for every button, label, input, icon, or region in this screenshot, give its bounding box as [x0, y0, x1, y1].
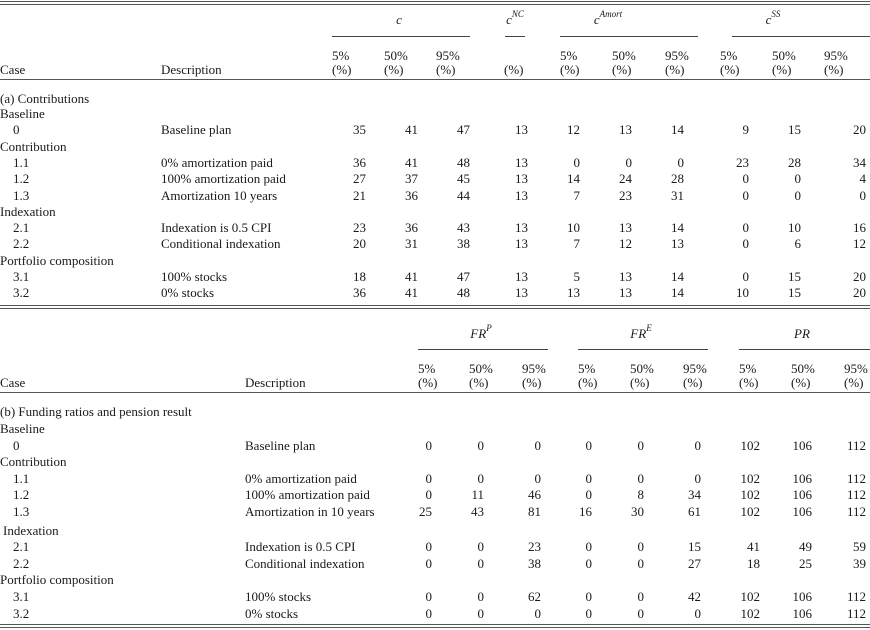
- table-cell: 25: [419, 504, 432, 519]
- table-rule: [0, 79, 870, 80]
- unit-label: (%): [720, 62, 740, 77]
- row-group-label: Contribution: [0, 454, 67, 470]
- group-superscript: P: [486, 323, 492, 333]
- table-rule: [0, 305, 870, 306]
- table-cell: 102: [740, 437, 760, 453]
- table-cell: 20: [353, 236, 366, 252]
- table-cell: 46: [528, 487, 541, 503]
- table-cell: 34: [688, 487, 701, 503]
- table-cell: 45: [457, 171, 470, 187]
- table-cell: 0: [425, 437, 432, 453]
- section-title: (b) Funding ratios and pension result: [0, 404, 192, 419]
- table-cell: 0: [425, 539, 432, 555]
- case-description: Indexation is 0.5 CPI: [161, 220, 272, 236]
- group-superscript: SS: [771, 9, 781, 19]
- table-cell: 28: [788, 154, 801, 170]
- table-cell: 0: [694, 605, 701, 621]
- case-description: Conditional indexation: [161, 236, 281, 252]
- table-cell: 0: [859, 187, 866, 203]
- table-cell: 13: [619, 269, 632, 284]
- table-cell: 41: [405, 154, 418, 170]
- unit-label: (%): [469, 375, 489, 390]
- group-underline: [560, 36, 698, 37]
- table-cell: 35: [353, 122, 366, 138]
- percentile-label: 50%: [630, 361, 654, 376]
- unit-label: (%): [824, 62, 844, 77]
- table-cell: 0: [425, 605, 432, 621]
- table-cell: 48: [457, 285, 470, 301]
- table-cell: 5: [573, 269, 580, 284]
- table-cell: 0: [425, 555, 432, 571]
- percentile-label: 95%: [683, 361, 707, 376]
- row-group-label: Portfolio composition: [0, 252, 114, 268]
- table-cell: 27: [353, 171, 366, 187]
- unit-label: (%): [384, 62, 404, 77]
- table-cell: 0: [637, 437, 644, 453]
- case-description: Baseline plan: [161, 122, 232, 138]
- table-cell: 0: [534, 470, 541, 486]
- group-symbol: c: [506, 12, 512, 27]
- percentile-label: 95%: [824, 48, 848, 63]
- unit-label: (%): [683, 375, 703, 390]
- table-cell: 6: [794, 236, 801, 252]
- table-cell: 9: [742, 122, 749, 138]
- table-cell: 20: [853, 285, 866, 301]
- table-cell: 0: [477, 539, 484, 555]
- table-cell: 0: [477, 588, 484, 604]
- unit-label: (%): [418, 375, 438, 390]
- group-symbol: FR: [630, 326, 647, 341]
- case-description: 100% stocks: [161, 269, 228, 284]
- row-group-label: Baseline: [0, 421, 45, 436]
- table-cell: 0: [425, 470, 432, 486]
- table-cell: 102: [740, 487, 760, 503]
- table-cell: 59: [853, 539, 866, 555]
- table-cell: 0: [585, 588, 592, 604]
- group-symbol: PR: [794, 326, 810, 341]
- table-cell: 13: [619, 220, 632, 236]
- table-cell: 81: [528, 504, 541, 519]
- table-cell: 61: [688, 504, 701, 519]
- table-cell: 0: [694, 437, 701, 453]
- table-cell: 0: [742, 236, 749, 252]
- case-id: 3.1: [13, 588, 30, 604]
- column-header-description: Description: [245, 375, 306, 390]
- percentile-label: 5%: [720, 48, 738, 63]
- percentile-label: 95%: [844, 361, 868, 376]
- table-cell: 0: [794, 187, 801, 203]
- table-cell: 27: [688, 555, 701, 571]
- table-cell: 0: [585, 470, 592, 486]
- table-cell: 41: [405, 269, 418, 284]
- table-cell: 16: [579, 504, 592, 519]
- case-description: 0% amortization paid: [245, 470, 357, 486]
- table-cell: 30: [631, 504, 644, 519]
- unit-label: (%): [630, 375, 650, 390]
- table-cell: 41: [747, 539, 760, 555]
- table-rule: [0, 4, 870, 5]
- table-cell: 12: [567, 122, 580, 138]
- table-cell: 36: [405, 187, 418, 203]
- case-description: 100% amortization paid: [245, 487, 370, 503]
- table-cell: 38: [528, 555, 541, 571]
- percentile-label: 5%: [578, 361, 596, 376]
- table-cell: 112: [846, 470, 866, 486]
- table-cell: 12: [853, 236, 866, 252]
- table-cell: 25: [799, 555, 812, 571]
- table-cell: 47: [457, 122, 470, 138]
- column-header-description: Description: [161, 62, 222, 77]
- table-cell: 0: [694, 470, 701, 486]
- table-cell: 23: [528, 539, 541, 555]
- table-cell: 0: [534, 437, 541, 453]
- percentile-label: 95%: [665, 48, 689, 63]
- table-cell: 18: [747, 555, 760, 571]
- table-cell: 102: [740, 605, 760, 621]
- case-description: 100% stocks: [245, 588, 312, 604]
- table-cell: 23: [736, 154, 749, 170]
- table-cell: 13: [515, 236, 528, 252]
- table-cell: 112: [846, 605, 866, 621]
- percentile-label: 50%: [612, 48, 636, 63]
- table-cell: 112: [846, 504, 866, 519]
- table-cell: 106: [792, 470, 812, 486]
- case-id: 1.2: [13, 487, 30, 503]
- table-cell: 7: [573, 187, 580, 203]
- table-cell: 42: [688, 588, 701, 604]
- table-cell: 112: [846, 588, 866, 604]
- table-cell: 41: [405, 122, 418, 138]
- case-id: 2.1: [13, 539, 30, 555]
- table-cell: 10: [736, 285, 749, 301]
- case-id: 1.3: [13, 504, 30, 519]
- table-cell: 13: [515, 122, 528, 138]
- table-cell: 0: [637, 588, 644, 604]
- table-rule: [0, 308, 870, 309]
- case-description: Amortization 10 years: [161, 187, 278, 203]
- table-cell: 37: [405, 171, 418, 187]
- table-cell: 41: [405, 285, 418, 301]
- table-cell: 13: [515, 154, 528, 170]
- table-cell: 0: [425, 487, 432, 503]
- unit-label: (%): [772, 62, 792, 77]
- table-cell: 13: [515, 187, 528, 203]
- table-cell: 62: [528, 588, 541, 604]
- table-cell: 36: [353, 154, 366, 170]
- table-cell: 18: [353, 269, 366, 284]
- group-symbol: c: [765, 12, 772, 27]
- group-underline: [418, 349, 548, 350]
- table-cell: 31: [405, 236, 418, 252]
- table-cell: 7: [573, 236, 580, 252]
- table-cell: 13: [515, 171, 528, 187]
- case-id: 3.2: [13, 285, 30, 301]
- table-cell: 0: [742, 220, 749, 236]
- unit-label: (%): [844, 375, 864, 390]
- table-cell: 4: [859, 171, 866, 187]
- unit-label: (%): [612, 62, 632, 77]
- percentile-label: 50%: [384, 48, 408, 63]
- table-cell: 48: [457, 154, 470, 170]
- table-cell: 0: [477, 470, 484, 486]
- table-cell: 16: [853, 220, 866, 236]
- row-group-label: Portfolio composition: [0, 572, 114, 588]
- table-cell: 13: [515, 285, 528, 301]
- group-symbol: c: [593, 12, 600, 27]
- table-cell: 14: [671, 220, 684, 236]
- column-header-case: Case: [0, 62, 26, 77]
- table-cell: 44: [457, 187, 470, 203]
- case-id: 0: [13, 122, 20, 138]
- table-cell: 43: [457, 220, 470, 236]
- case-description: 100% amortization paid: [161, 171, 286, 187]
- table-cell: 0: [477, 555, 484, 571]
- table-cell: 0: [794, 171, 801, 187]
- table-cell: 14: [671, 285, 684, 301]
- table-cell: 0: [677, 154, 684, 170]
- table-cell: 43: [471, 504, 484, 519]
- case-id: 3.1: [13, 269, 30, 284]
- percentile-label: 95%: [436, 48, 460, 63]
- percentile-label: 5%: [560, 48, 578, 63]
- case-id: 0: [13, 437, 20, 453]
- column-group-header: [611, 323, 671, 341]
- table-cell: 10: [567, 220, 580, 236]
- column-group-header: [485, 9, 545, 27]
- table-cell: 49: [799, 539, 812, 555]
- column-group-header: [578, 9, 638, 27]
- column-group-header: [772, 326, 832, 341]
- group-superscript: NC: [511, 9, 524, 19]
- table-cell: 15: [788, 122, 801, 138]
- table-cell: 112: [846, 487, 866, 503]
- table-cell: 13: [515, 220, 528, 236]
- case-id: 1.1: [13, 154, 30, 170]
- percentile-label: 50%: [791, 361, 815, 376]
- table-cell: 0: [477, 437, 484, 453]
- group-symbol: FR: [470, 326, 487, 341]
- table-cell: 15: [788, 285, 801, 301]
- case-description: Indexation is 0.5 CPI: [245, 539, 356, 555]
- unit-label: (%): [332, 62, 352, 77]
- table-cell: 0: [637, 539, 644, 555]
- case-description: 0% stocks: [161, 285, 215, 301]
- case-description: Amortization in 10 years: [245, 504, 375, 519]
- table-cell: 13: [671, 236, 684, 252]
- percentile-label: 95%: [522, 361, 546, 376]
- table-cell: 0: [585, 539, 592, 555]
- group-underline: [732, 36, 870, 37]
- table-cell: 0: [425, 588, 432, 604]
- group-underline: [332, 36, 470, 37]
- table-cell: 12: [619, 236, 632, 252]
- table-cell: 15: [688, 539, 701, 555]
- table-cell: 36: [405, 220, 418, 236]
- case-id: 1.1: [13, 470, 30, 486]
- table-cell: 106: [792, 588, 812, 604]
- row-group-label: Indexation: [3, 522, 59, 538]
- unit-label: (%): [504, 62, 524, 77]
- percentile-label: 50%: [772, 48, 796, 63]
- table-cell: 23: [353, 220, 366, 236]
- table-cell: 112: [846, 437, 866, 453]
- group-underline: [739, 349, 870, 350]
- table-cell: 21: [353, 187, 366, 203]
- table-cell: 31: [671, 187, 684, 203]
- table-rule: [0, 627, 870, 628]
- case-description: Conditional indexation: [245, 555, 365, 571]
- table-cell: 36: [353, 285, 366, 301]
- table-cell: 23: [619, 187, 632, 203]
- table-cell: 13: [567, 285, 580, 301]
- group-superscript: Amort: [599, 9, 623, 19]
- unit-label: (%): [739, 375, 759, 390]
- table-cell: 24: [619, 171, 632, 187]
- table-cell: 0: [477, 605, 484, 621]
- percentile-label: 50%: [469, 361, 493, 376]
- table-cell: 0: [534, 605, 541, 621]
- table-cell: 14: [567, 171, 580, 187]
- case-id: 2.2: [13, 555, 30, 571]
- row-group-label: Contribution: [0, 138, 67, 154]
- case-description: 0% stocks: [245, 605, 299, 621]
- percentile-label: 5%: [418, 361, 436, 376]
- table-cell: 38: [457, 236, 470, 252]
- table-cell: 102: [740, 588, 760, 604]
- table-cell: 14: [671, 122, 684, 138]
- unit-label: (%): [665, 62, 685, 77]
- table-cell: 0: [585, 555, 592, 571]
- table-cell: 0: [637, 605, 644, 621]
- table-rule: [0, 624, 870, 625]
- table-cell: 34: [853, 154, 866, 170]
- table-cell: 39: [853, 555, 866, 571]
- case-id: 2.1: [13, 220, 30, 236]
- table-cell: 0: [625, 154, 632, 170]
- table-cell: 11: [471, 487, 484, 503]
- table-cell: 0: [585, 605, 592, 621]
- column-group-header: [369, 12, 429, 27]
- row-group-label: Baseline: [0, 106, 45, 121]
- table-cell: 13: [515, 269, 528, 284]
- table-cell: 0: [573, 154, 580, 170]
- case-id: 1.3: [13, 187, 30, 203]
- table-cell: 0: [742, 187, 749, 203]
- table-cell: 14: [671, 269, 684, 284]
- table-cell: 20: [853, 269, 866, 284]
- column-header-case: Case: [0, 375, 26, 390]
- case-description: Baseline plan: [245, 437, 316, 453]
- table-cell: 106: [792, 504, 812, 519]
- table-cell: 106: [792, 605, 812, 621]
- table-cell: 0: [742, 269, 749, 284]
- percentile-label: 5%: [332, 48, 350, 63]
- table-cell: 0: [637, 470, 644, 486]
- table-cell: 10: [788, 220, 801, 236]
- group-underline: [505, 36, 525, 37]
- unit-label: (%): [522, 375, 542, 390]
- case-id: 3.2: [13, 605, 30, 621]
- case-description: 0% amortization paid: [161, 154, 273, 170]
- table-cell: 102: [740, 470, 760, 486]
- table-cell: 106: [792, 437, 812, 453]
- table-cell: 102: [740, 504, 760, 519]
- case-id: 1.2: [13, 171, 30, 187]
- table-cell: 8: [637, 487, 644, 503]
- table-cell: 28: [671, 171, 684, 187]
- unit-label: (%): [560, 62, 580, 77]
- table-cell: 0: [585, 487, 592, 503]
- group-underline: [578, 349, 708, 350]
- table-rule: [0, 392, 870, 393]
- table-cell: 13: [619, 122, 632, 138]
- table-cell: 106: [792, 487, 812, 503]
- table-rule: [0, 1, 870, 2]
- percentile-label: 5%: [739, 361, 757, 376]
- column-group-header: [451, 323, 511, 341]
- table-cell: 0: [637, 555, 644, 571]
- table-cell: 0: [585, 437, 592, 453]
- table-cell: 13: [619, 285, 632, 301]
- column-group-header: [743, 9, 803, 27]
- group-superscript: E: [646, 323, 652, 333]
- table-cell: 47: [457, 269, 470, 284]
- unit-label: (%): [436, 62, 456, 77]
- row-group-label: Indexation: [0, 203, 56, 219]
- table-cell: 0: [742, 171, 749, 187]
- table-cell: 20: [853, 122, 866, 138]
- group-symbol: c: [396, 12, 402, 27]
- section-title: (a) Contributions: [0, 91, 90, 106]
- case-id: 2.2: [13, 236, 30, 252]
- unit-label: (%): [791, 375, 811, 390]
- unit-label: (%): [578, 375, 598, 390]
- table-cell: 15: [788, 269, 801, 284]
